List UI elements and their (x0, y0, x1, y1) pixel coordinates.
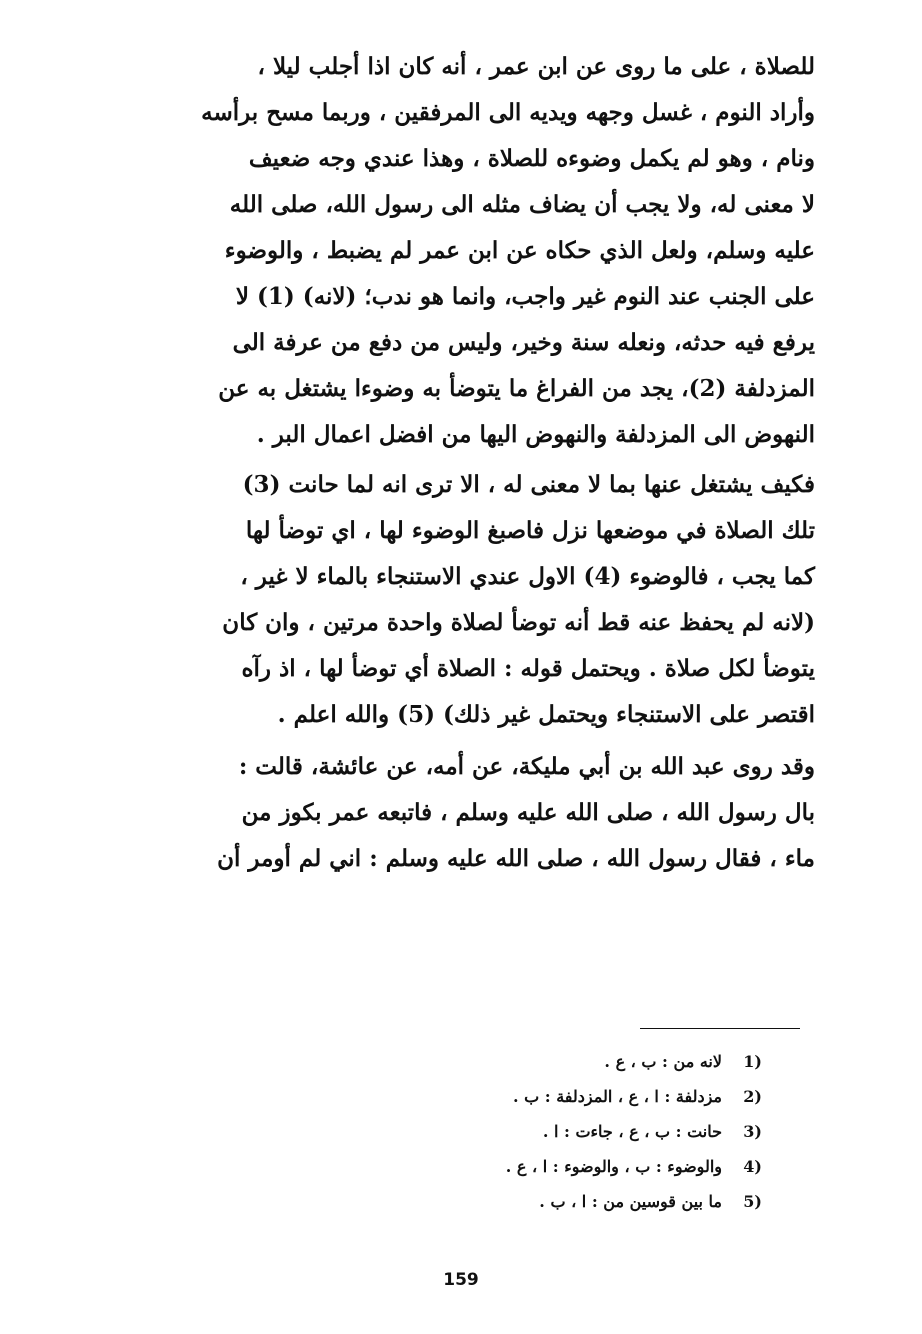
footnote-number: 5) (743, 1192, 762, 1211)
text-line: عليه وسلم، ولعل الذي حكاه عن ابن عمر لم يضبط ، والوضوء (224, 237, 815, 264)
text-line: (لانه لم يحفظ عنه قط أنه توضأ لصلاة واحدة مرتين ، وان كان (222, 609, 815, 636)
footnote-text: مزدلفة : ا ، ع ، المزدلفة : ب . (512, 1087, 722, 1106)
footnote-number: 2) (743, 1087, 762, 1106)
footnote (506, 1079, 762, 1114)
footnote-number: 3) (743, 1122, 762, 1141)
text-line: تلك الصلاة في موضعها نزل فاصبغ الوضوء لها ، اي توضأ لها (245, 517, 815, 544)
footnote (506, 1149, 762, 1184)
paragraph-2 (175, 462, 815, 738)
footnote-text: ما بين قوسين من : ا ، ب . (539, 1192, 722, 1211)
text-line: يرفع فيه حدثه، ونعله سنة وخير، وليس من دفع من عرفة الى (232, 329, 815, 356)
footnote-text: لانه من : ب ، ع . (604, 1052, 722, 1071)
text-line: على الجنب عند النوم غير واجب، وانما هو ندب؛ (لانه) (1) لا (235, 283, 815, 310)
text-line: بال رسول الله ، صلى الله عليه وسلم ، فاتبعه عمر بكوز من (241, 799, 815, 826)
text-line: ونام ، وهو لم يكمل وضوءه للصلاة ، وهذا عندي وجه ضعيف (248, 145, 815, 172)
footnote-number: 4) (743, 1157, 762, 1176)
paragraph-3 (175, 744, 815, 882)
text-line: لا معنى له، ولا يجب أن يضاف مثله الى رسول الله، صلى الله (229, 191, 815, 218)
footnote-number: 1) (743, 1052, 762, 1071)
text-line: وأراد النوم ، غسل وجهه ويديه الى المرفقين ، وربما مسح برأسه (201, 99, 815, 126)
text-line: المزدلفة (2)، يجد من الفراغ ما يتوضأ به وضوءا يشتغل به عن (218, 375, 815, 402)
footnote-text: حانت : ب ، ع ، جاءت : ا . (542, 1122, 722, 1141)
text-line: وقد روى عبد الله بن أبي مليكة، عن أمه، عن عائشة، قالت : (238, 753, 815, 780)
footnote-divider (640, 1028, 800, 1029)
footnote (506, 1044, 762, 1079)
text-line: للصلاة ، على ما روى عن ابن عمر ، أنه كان اذا أجلب ليلا ، (257, 53, 815, 80)
footnote (506, 1184, 762, 1219)
text-line: النهوض الى المزدلفة والنهوض اليها من افضل اعمال البر . (256, 421, 815, 448)
footnote (506, 1114, 762, 1149)
text-line: يتوضأ لكل صلاة . ويحتمل قوله : الصلاة أي توضأ لها ، اذ رآه (241, 655, 815, 682)
text-line: اقتصر على الاستنجاء ويحتمل غير ذلك) (5) والله اعلم . (277, 701, 815, 728)
page-number: 159 (443, 1270, 479, 1290)
paragraph-1 (175, 44, 815, 458)
text-line: كما يجب ، فالوضوء (4) الاول عندي الاستنجاء بالماء لا غير ، (240, 563, 815, 590)
text-line: فكيف يشتغل عنها بما لا معنى له ، الا ترى انه لما حانت (3) (242, 471, 815, 498)
text-line: ماء ، فقال رسول الله ، صلى الله عليه وسلم : اني لم أومر أن (217, 845, 815, 872)
footnotes (506, 1044, 762, 1219)
footnote-text: والوضوء : ب ، والوضوء : ا ، ع . (505, 1157, 722, 1176)
